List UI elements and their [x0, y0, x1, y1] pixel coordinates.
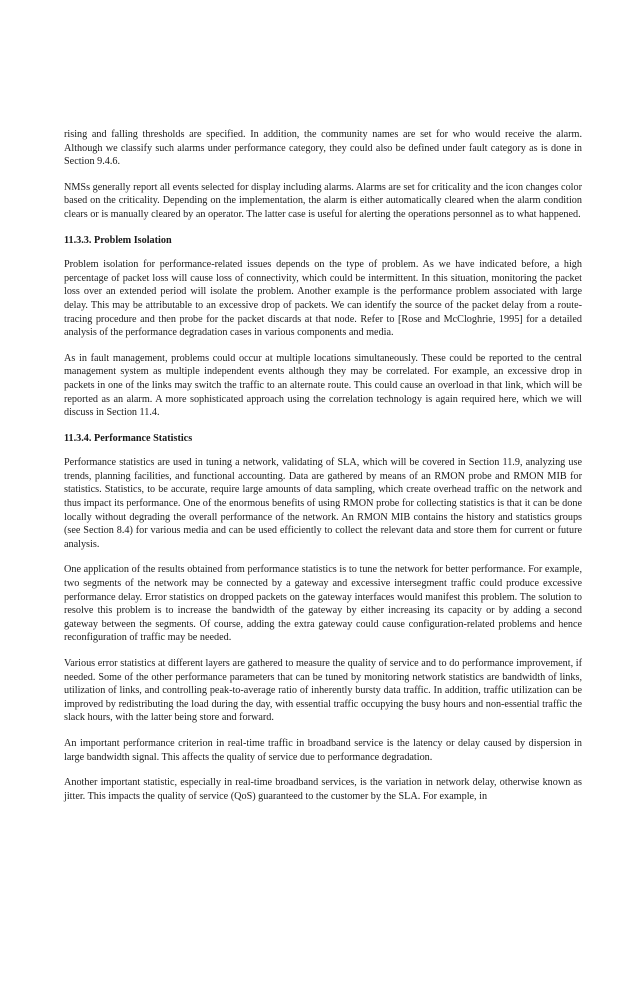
section-heading-performance-statistics: 11.3.4. Performance Statistics [64, 432, 193, 444]
paragraph: As in fault management, problems could occur at multiple locations simultaneously. These could be reported to the central management system as multiple independent events although they may be correlated. For example, an excessive drop in packets in one of the links may switch the traffic to an alternate route. This could cause an overload in that link, which will be reported as an alarm. A more sophisticated approach using the correlation technology is again required here, which we will discuss in Section 11.4. [64, 352, 582, 419]
paragraph: Various error statistics at different layers are gathered to measure the quality of service and to do performance improvement, if needed. Some of the other performance parameters that can be tuned by monitoring network statistics are bandwidth of links, utilization of links, and controlling peak-to-average ratio of inherently bursty data traffic. In addition, traffic utilization can be improved by redistributing the load during the day, with essential traffic occupying the busy hours and non-essential traffic the slack hours, with the latter being store and forward. [64, 658, 582, 724]
paragraph: Performance statistics are used in tuning a network, validating of SLA, which will be covered in Section 11.9, analyzing use trends, planning facilities, and functional accounting. Data are gathered by means of an RMON probe and RMON MIB for statistics. Statistics, to be accurate, require large amounts of data sampling, which create overhead traffic on the network and thus impact its performance. One of the enormous benefits of using RMON probe for collecting statistics is that it can be done locally without degrading the overall performance of the network. An RMON MIB contains the history and statistics groups (see Section 8.4) for various media and can be used efficiently to collect the relevant data and store them for current or future analysis. [64, 457, 582, 550]
paragraph: rising and falling thresholds are specified. In addition, the community names are set for who would receive the alarm. Although we classify such alarms under performance category, they could also be defined under fault category as is done in Section 9.4.6. [64, 129, 582, 168]
paragraph: NMSs generally report all events selected for display including alarms. Alarms are set for criticality and the icon changes color based on the criticality. Depending on the implementation, the alarm is either automatically cleared when the alarm condition clears or is manually cleared by an operator. The latter case is useful for alerting the operations personnel as to what happened. [64, 181, 582, 220]
paragraph: One application of the results obtained from performance statistics is to tune the network for better performance. For example, two segments of the network may be connected by a gateway and excessive intersegment traffic could produce excessive performance delay. Error statistics on dropped packets on the gateway interfaces would manifest this problem. The solution to resolve this problem is to increase the bandwidth of the gateway by either increasing its capacity or by adding a second gateway between the segments. Of course, adding the extra gateway could cause configuration-related problems and hence reconfiguration of traffic may be needed. [64, 564, 582, 644]
paragraph: Another important statistic, especially in real-time broadband services, is the variation in network delay, otherwise known as jitter. This impacts the quality of service (QoS) guaranteed to the customer by the SLA. For example, in [64, 777, 582, 802]
paragraph: An important performance criterion in real-time traffic in broadband service is the latency or delay caused by dispersion in large bandwidth signal. This affects the quality of service due to performance degradation. [64, 737, 582, 763]
paragraph: Problem isolation for performance-related issues depends on the type of problem. As we have indicated before, a high percentage of packet loss will cause loss of connectivity, which could be intermittent. In this situation, monitoring the packet loss over an extended period will isolate the problem. Another example is the performance problem associated with large delay. This may be attributable to an excessive drop of packets. We can identify the source of the packet delay from a route-tracing procedure and then probe for the packet discards at that node. Refer to [Rose and McCloghrie, 1995] for a detailed analysis of the performance degradation cases in various components and media. [64, 259, 582, 339]
page-content [64, 128, 582, 815]
section-heading-problem-isolation: 11.3.3. Problem Isolation [64, 234, 172, 246]
